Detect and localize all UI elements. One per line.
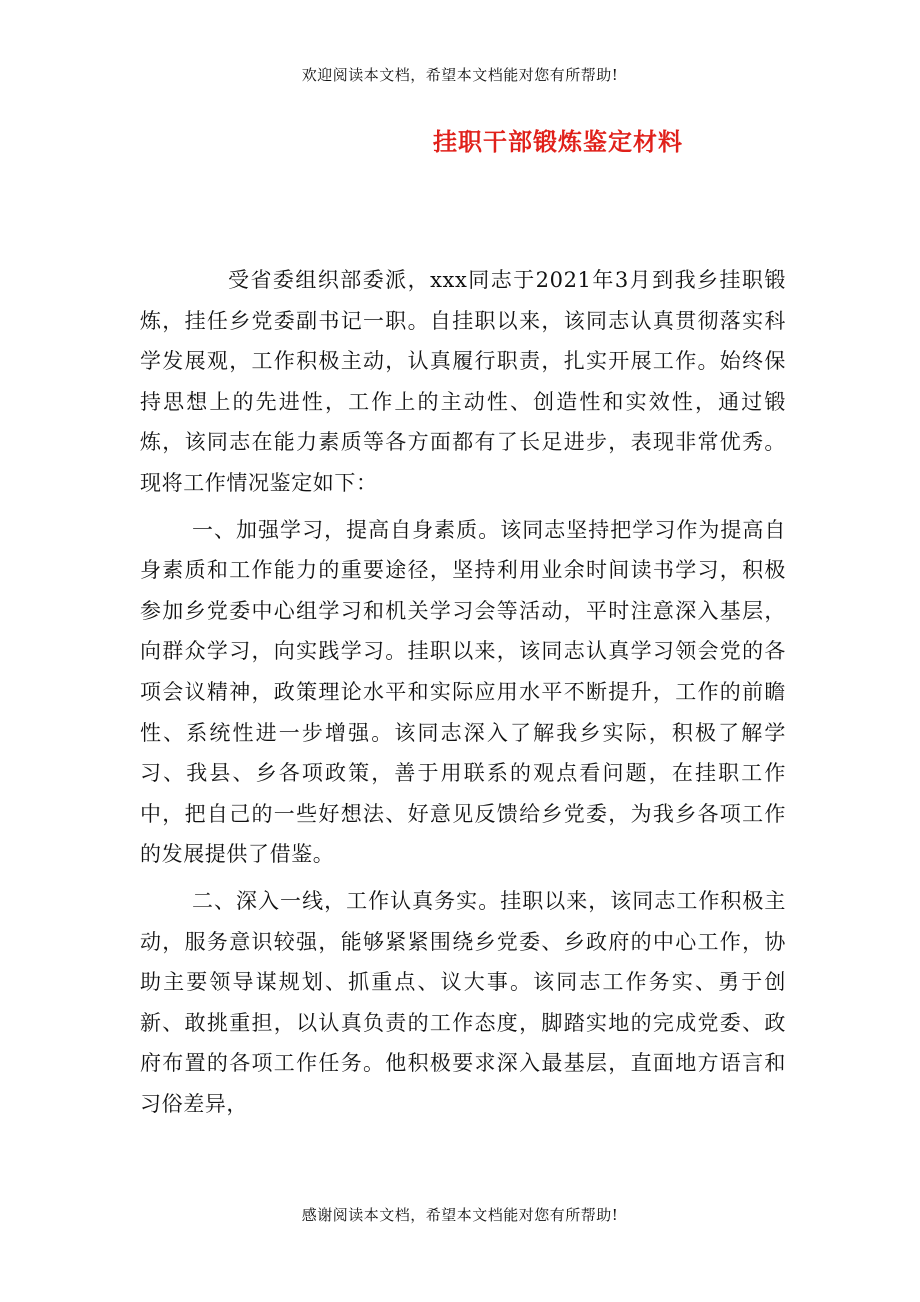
document-title: 挂职干部锻炼鉴定材料 xyxy=(433,127,683,156)
paragraph-section-1: 一、加强学习，提高自身素质。该同志坚持把学习作为提高自身素质和工作能力的重要途径，坚持利用业余时间读书学习，积极参加乡党委中心组学习和机关学习会等活动，平时注意深入基层，向群众学习，向实践学习。挂职以来，该同志认真学习领会党的各项会议精神，政策理论水平和实际应用水平不断提升，工作的前瞻性、系统性进一步增强。该同志深入了解我乡实际，积极了解学习、我县、乡各项政策，善于用联系的观点看问题，在挂职工作中，把自己的一些好想法、好意见反馈给乡党委，为我乡各项工作的发展提供了借鉴。 xyxy=(140,517,786,867)
footer-note: 感谢阅读本文档，希望本文档能对您有所帮助! xyxy=(301,1206,619,1224)
header-note: 欢迎阅读本文档，希望本文档能对您有所帮助! xyxy=(301,66,619,84)
document-body xyxy=(140,260,786,1124)
paragraph-section-2: 二、深入一线，工作认真务实。挂职以来，该同志工作积极主动，服务意识较强，能够紧紧围绕乡党委、乡政府的中心工作，协助主要领导谋规划、抓重点、议大事。该同志工作务实、勇于创新、敢挑重担，以认真负责的工作态度，脚踏实地的完成党委、政府布置的各项工作任务。他积极要求深入最基层，直面地方语言和习俗差异， xyxy=(140,888,786,1116)
paragraph-intro: 受省委组织部委派，xxx同志于2021年3月到我乡挂职锻炼，挂任乡党委副书记一职。自挂职以来，该同志认真贯彻落实科学发展观，工作积极主动，认真履行职责，扎实开展工作。始终保持思想上的先进性，工作上的主动性、创造性和实效性，通过锻炼，该同志在能力素质等各方面都有了长足进步，表现非常优秀。现将工作情况鉴定如下： xyxy=(140,268,786,495)
